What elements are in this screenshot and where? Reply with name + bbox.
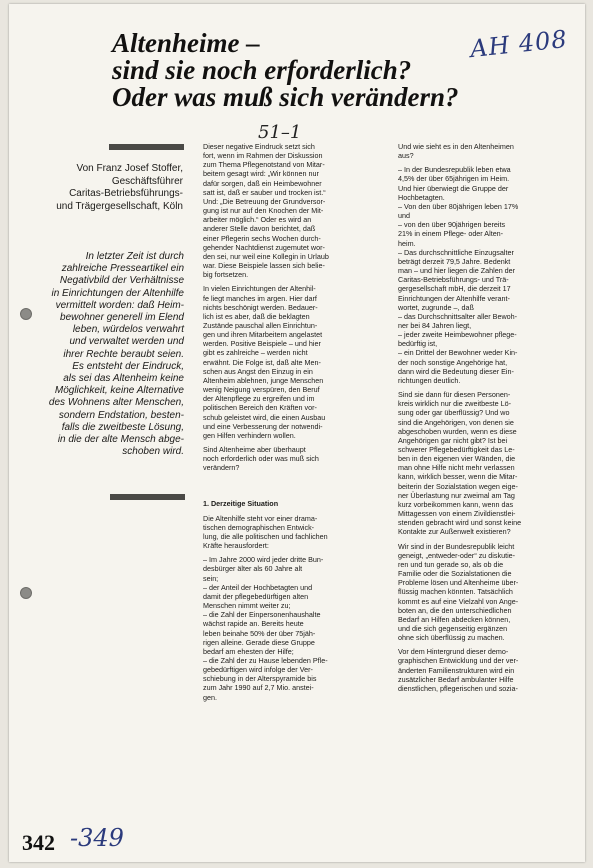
text-line: damit der pflegebedürftigen alten [203, 591, 309, 601]
title-line: Altenheime – [112, 28, 260, 58]
text-line: man ohne Hilfe nicht mehr verlassen [398, 463, 515, 473]
teaser-line: schoben wird. [122, 446, 184, 458]
text-line: – Im Jahre 2000 wird jeder dritte Bun- [203, 555, 324, 565]
teaser-line: und verwaltet werden und [69, 336, 184, 348]
text-line: desbürger älter als 60 Jahre alt [203, 564, 303, 574]
teaser-line: vermittelt worden: daß Heim- [55, 299, 184, 311]
text-line: werden. Positive Beispiele – und hier [203, 339, 321, 349]
text-line: gergesellschaft mbH, die derzeit 17 [398, 284, 511, 294]
text-line: Angehörigen gar nicht gibt? Ist bei [398, 435, 508, 445]
text-line: und [398, 211, 410, 221]
handwritten-page-range: -349 [70, 824, 124, 852]
text-line: boten an, die den unterschiedlichen [398, 605, 512, 615]
text-line: kommt es auf eine Vielzahl von Ange- [398, 596, 519, 606]
text-line: – der Anteil der Hochbetagten und [203, 582, 313, 592]
right-paragraph [398, 542, 566, 643]
text-line: Caritas-Betriebsführungs- und Trä- [398, 275, 509, 285]
text-line: flüssig machen könnten. Tatsächlich [398, 587, 513, 597]
text-line: Kontakte zur Außenwelt existieren? [398, 527, 511, 537]
text-line: Sind Altenheime aber überhaupt [203, 445, 306, 454]
teaser-line: in die der alte Mensch abge- [57, 434, 184, 446]
text-line: Die Altenhilfe steht vor einer drama- [203, 513, 318, 523]
text-line: rigen alleine. Gerade diese Gruppe [203, 637, 315, 647]
author-byline [38, 163, 183, 213]
text-line: dienstlichen, pflegerischen und sozia- [398, 683, 518, 693]
text-line: satt ist, daß er sauber und trocken ist.“ [203, 187, 326, 197]
text-line: ben in den eigenen vier Wänden, die [398, 454, 516, 464]
text-line: der Altenpflege zu ergreifen und im [203, 394, 315, 404]
text-line: graphischen Entwicklung und der ver- [398, 656, 519, 666]
text-line: Sind sie dann für diesen Personen- [398, 390, 511, 400]
text-line: nichts beschönigt werden. Bedauer- [203, 302, 318, 312]
text-line: Bedarf an Hilfen abdecken können, [398, 614, 511, 624]
text-line: – ein Drittel der Bewohner weder Kin- [398, 348, 518, 358]
page-number: 342 [22, 830, 55, 855]
handwritten-reference-note: 51–1 [258, 122, 302, 143]
text-line: beiterin der Sozialstation wegen eige- [398, 481, 518, 491]
text-line: kurz vorbeikommen kann, wenn das [398, 499, 514, 509]
text-line: richtungen deutlich. [398, 375, 461, 385]
text-line: schub geleistet wird, die einen Ausbau [203, 412, 326, 422]
text-line: und die sich gegenseitig ergänzen [398, 623, 508, 633]
text-line: politischen Bereich den Kräften vor- [203, 403, 317, 413]
article-teaser [30, 251, 184, 458]
text-line: noch erforderlich oder was muß sich [203, 454, 319, 464]
text-line: ner bei 84 Jahren liegt, [398, 320, 472, 330]
text-line: schiebung in der Alterspyramide bis [203, 674, 317, 684]
text-line: schen aus Angst den Einzug in ein [203, 366, 313, 376]
text-line: Und: „Die Betreuung der Grundversor- [203, 196, 326, 206]
text-line: big fortsetzen. [203, 270, 249, 280]
text-line: zum Thema Pflegenotstand von Mitar- [203, 160, 325, 170]
text-line: kann, wirklich besser, wenn die Mitar- [398, 472, 518, 482]
text-line: sein; [203, 573, 219, 583]
text-line: man – und hier liegen die Zahlen der [398, 266, 516, 276]
text-line: zum Jahr 1990 auf 2,7 Mio. anstei- [203, 683, 314, 693]
text-line: arbeiter möglich.“ Oder es wird an [203, 215, 312, 225]
text-line: Einrichtungen der Altenhilfe verant- [398, 293, 510, 303]
column-right [398, 142, 566, 693]
text-line: Altenheim ablehnen, junge Menschen [203, 375, 324, 385]
text-line: – die Zahl der Einpersonenhaushalte [203, 610, 321, 620]
text-line: gehender Nachtdienst zugemutet wor- [203, 242, 325, 252]
teaser-line: des Wohnens alter Menschen, [48, 397, 184, 409]
text-line: In vielen Einrichtungen der Altenhil- [203, 284, 316, 294]
text-line: war. Diese Beispiele lassen sich belie- [203, 261, 325, 271]
text-line: wortet, zugrunde –, daß [398, 302, 474, 312]
text-line: – von den über 90jährigen bereits [398, 220, 506, 230]
text-line: tischen demographischen Entwick- [203, 522, 315, 532]
teaser-line: als sei das Altenheim keine [63, 373, 184, 385]
title-line: Oder was muß sich verändern? [112, 82, 459, 112]
section-heading: 1. Derzeitige Situation [203, 499, 279, 509]
text-line: Und wie sieht es in den Altenheimen [398, 142, 514, 151]
teaser-line: falls die zweitbeste Lösung, [61, 421, 184, 433]
text-line: Zustände pauschal allen Einrichtun- [203, 320, 318, 330]
right-paragraph [398, 390, 566, 537]
text-line: – jeder zweite Heimbewohner pflege- [398, 330, 517, 340]
text-line: ner Überlastung nur zweimal am Tag [398, 490, 515, 500]
punch-hole-top [20, 308, 32, 320]
teaser-line: in Einrichtungen der Altenhilfe [51, 287, 184, 299]
text-line: sind die Angehörigen, von denen sie [398, 417, 514, 427]
middle-paragraph [203, 142, 378, 279]
teaser-line: Negativbild der Verhältnisse [59, 275, 184, 287]
middle-paragraph [203, 445, 378, 472]
teaser-line: bewohner generell im Elend [60, 312, 184, 324]
text-line: geneigt, „entweder-oder“ zu diskutie- [398, 550, 516, 560]
text-line: Dieser negative Eindruck setzt sich [203, 142, 315, 151]
text-line: lung, die alle politischen und fachlichen [203, 531, 328, 541]
text-line: wächst rapide an. Bereits heute [203, 619, 304, 629]
text-line: ren und tun gerade so, als ob die [398, 559, 504, 569]
text-line: Familie oder die Sozialstationen die [398, 569, 512, 579]
teaser-line: zahlreiche Presseartikel ein [61, 263, 184, 275]
text-line: 4,5% der über 65jährigen im Heim. [398, 174, 510, 184]
text-line: abgeschoben wurden, wenn es diese [398, 426, 517, 436]
text-line: aus? [398, 151, 414, 161]
text-line: sung oder gar überflüssig? Und wo [398, 408, 510, 418]
right-paragraph [398, 647, 566, 693]
text-line: stenden gebracht wird und sonst keine [398, 518, 522, 528]
text-line: zusätzlicher Bedarf ambulanter Hilfe [398, 674, 514, 684]
text-line: dann wird die Bedeutung dieser Ein- [398, 366, 514, 376]
section-paragraph [203, 555, 378, 702]
decorative-bar-top [109, 144, 184, 150]
text-line: bedarf am ehesten der Hilfe; [203, 646, 294, 656]
teaser-line: ihrer Rechte beraubt seien. [63, 348, 184, 360]
text-line: verändern? [203, 463, 240, 473]
text-line: Wir sind in der Bundesrepublik leicht [398, 541, 515, 551]
text-line: gebedürftigen wird infolge der Ver- [203, 665, 313, 675]
text-line: fe liegt manches im argen. Hier darf [203, 293, 317, 303]
text-line: Probleme lösen und Altenheime über- [398, 578, 519, 588]
middle-paragraph [203, 284, 378, 440]
text-line: gen Hilfen verhindern wollen. [203, 430, 296, 440]
text-line: – In der Bundesrepublik leben etwa [398, 165, 511, 175]
text-line: Mittagessen von einem Zivildienstlei- [398, 509, 516, 519]
text-line: einer Pflegerin sechs Wochen durch- [203, 233, 321, 243]
text-line: gung ist nur auf den Knochen der Mit- [203, 206, 324, 216]
text-line: leben beinahe 50% der über 75jäh- [203, 628, 316, 638]
column-middle [203, 142, 378, 702]
text-line: schwerer Pflegebedürftigkeit das Le- [398, 445, 515, 454]
decorative-bar-bottom [110, 494, 185, 500]
text-line: Vor dem Hintergrund dieser demo- [398, 647, 509, 657]
text-line: wenig Neigung verspüren, den Beruf [203, 385, 320, 395]
text-line: heim. [398, 238, 416, 248]
text-line: Menschen nimmt weiter zu; [203, 601, 291, 611]
text-line: – Von den über 80jährigen leben 17% [398, 201, 519, 211]
handwritten-archive-note: AH 408 [468, 24, 569, 64]
text-line: lich ist es aber, daß die beklagten [203, 311, 310, 321]
text-line: dafür sorgen, daß ein Heimbewohner [203, 178, 322, 188]
title-line: sind sie noch erforderlich? [112, 55, 412, 85]
text-line: – das Durchschnittsalter aller Bewoh- [398, 311, 518, 321]
punch-hole-bottom [20, 587, 32, 599]
text-line: bedürftig ist, [398, 339, 438, 349]
teaser-line: Möglichkeit, keine Alternative [54, 385, 184, 397]
text-line: Und hier überwiegt die Gruppe der [398, 183, 509, 193]
text-line: änderten Familienstrukturen wird ein [398, 665, 515, 675]
teaser-line: sondern Endstation, besten- [58, 409, 184, 421]
text-line: kreis wirklich nur die zweitbeste Lö- [398, 399, 512, 409]
text-line: Hochbetagten. [398, 192, 445, 202]
text-line: ohne sich überflüssig zu machen. [398, 633, 505, 643]
author-line: Caritas-Betriebsführungs- [69, 188, 183, 199]
text-line: den sei, nur weil eine Kollegin in Urlaub [203, 251, 329, 261]
text-line: fort, wenn im Rahmen der Diskussion [203, 151, 323, 161]
right-paragraph [398, 142, 566, 160]
teaser-line: leben, würdelos verwahrt [72, 324, 184, 336]
section-paragraph [203, 514, 378, 551]
text-line: 21% in einem Pflege- oder Alten- [398, 229, 504, 239]
text-line: gen. [203, 692, 217, 702]
text-line: anderer Stelle davon berichtet, daß [203, 224, 316, 234]
author-line: Geschäftsführer [111, 175, 183, 187]
text-line: gen und ihren Mitarbeitern angelastet [203, 330, 323, 340]
text-line: gibt es zahlreiche – werden nicht [203, 348, 308, 358]
text-line: – die Zahl der zu Hause lebenden Pfle- [203, 655, 328, 665]
author-line: und Trägergesellschaft, Köln [56, 200, 183, 212]
text-line: und eine Verbesserung der notwendi- [203, 421, 323, 431]
text-line: – Das durchschnittliche Einzugsalter [398, 247, 514, 257]
text-line: beitern gesagt wird: „Wir können nur [203, 169, 319, 179]
text-line: der noch sonstige Angehörige hat, [398, 357, 508, 367]
text-line: erwähnt. Die Folge ist, daß alte Men- [203, 357, 321, 367]
text-line: beträgt derzeit 79,5 Jahre. Bedenkt [398, 256, 511, 266]
text-line: Kräfte herausfordert: [203, 541, 269, 551]
teaser-line: In letzter Zeit ist durch [85, 251, 184, 262]
teaser-line: Es entsteht der Eindruck, [72, 360, 184, 372]
author-line: Von Franz Josef Stoffer, [76, 163, 183, 174]
right-paragraph [398, 165, 566, 385]
